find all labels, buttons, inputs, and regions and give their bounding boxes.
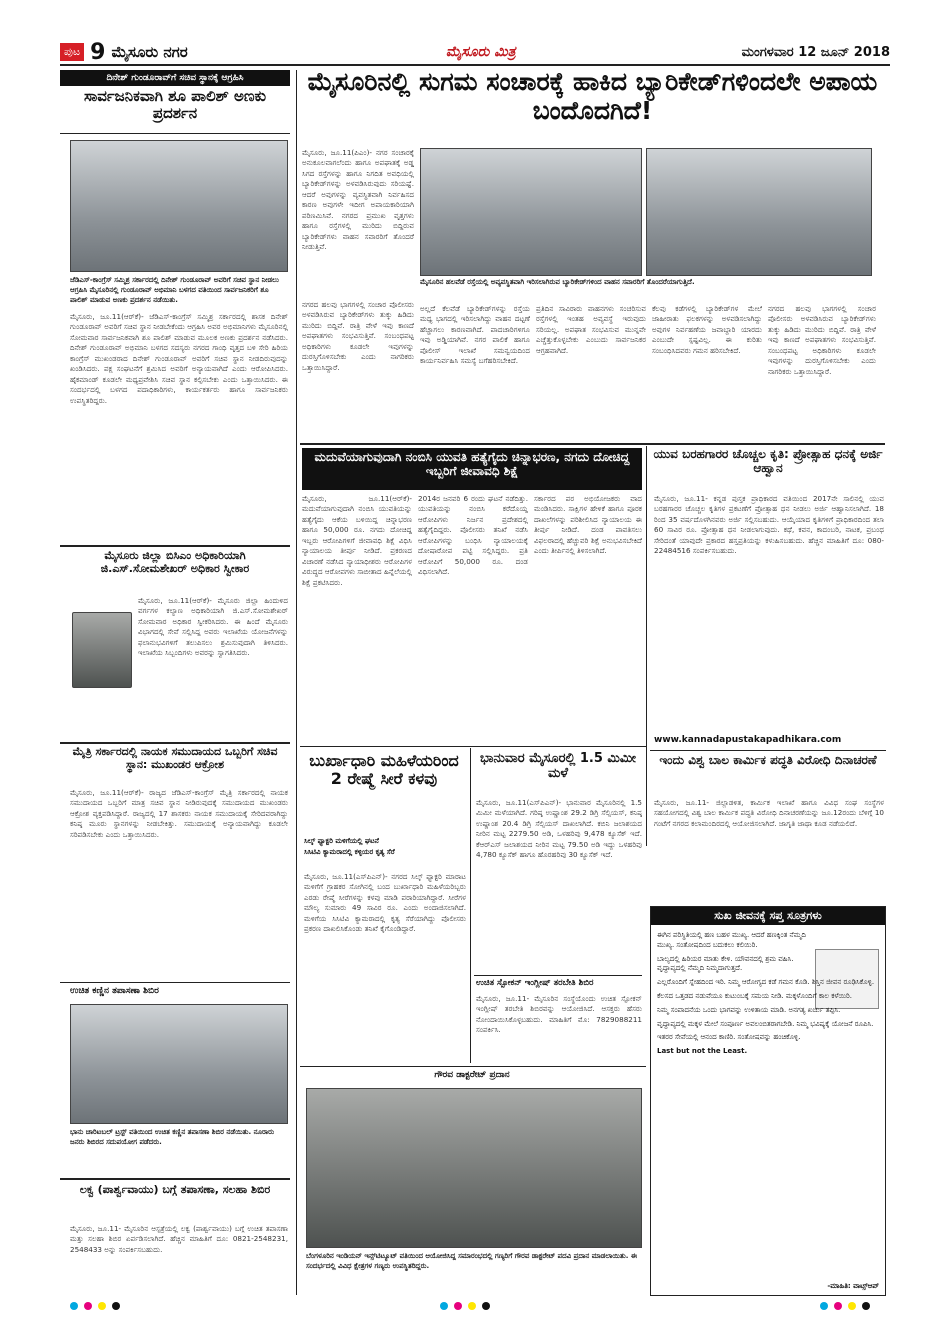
print-registration-marks	[820, 1302, 870, 1310]
issue-date: ಮಂಗಳವಾರ 12 ಜೂನ್ 2018	[741, 44, 890, 60]
official-portrait-photo	[72, 612, 132, 688]
event-caption: ಭಾನು ಚಾರಿಟಬಲ್ ಟ್ರಸ್ಟ್ ವತಿಯಿಂದ ಉಚಿತ ಕಣ್ಣಿನ ತಪಾಸಣಾ ಶಿಬಿರ ನಡೆಯಿತು. ನೂರಾರು ಜನರು ಶಿಬಿರದ ಸದುಪಯೋಗ ಪಡೆದರು.	[70, 1128, 275, 1146]
left-photo-caption: ಜೆಡಿಎಸ್-ಕಾಂಗ್ರೆಸ್ ಸಮ್ಮಿಶ್ರ ಸರ್ಕಾರದಲ್ಲಿ ದಿನೇಶ್ ಗುಂಡೂರಾವ್ ಅವರಿಗೆ ಸಚಿವ ಸ್ಥಾನ ನೀಡಲು ಆಗ್ರಹಿಸಿ ಮೈಸೂರಿನಲ್ಲಿ ಗುಂಡೂರಾವ್ ಅಭಿಮಾನಿ ಬಳಗದ ವತಿಯಿಂದ ಸಾರ್ವಜನಿಕರಿಗೆ ಶೂ ಪಾಲಿಶ್ ಮಾಡುವ ಅಣಕು ಪ್ರದರ್ಶನ ನಡೆಯಿತು.	[70, 276, 279, 304]
left-kicker: ದಿನೇಶ್ ಗುಂಡೂರಾವ್‌ಗೆ ಸಚಿವ ಸ್ಥಾನಕ್ಕೆ ಆಗ್ರಹಿಸಿ	[60, 70, 290, 86]
left-headline-3: ಮೈತ್ರಿ ಸರ್ಕಾರದಲ್ಲಿ ನಾಯಕ ಸಮುದಾಯದ ಒಬ್ಬರಿಗೆ ಸಚಿವ ಸ್ಥಾನ: ಮುಖಂಡರ ಆಕ್ರೋಶ	[72, 746, 278, 771]
tips-list	[651, 927, 885, 1267]
right-story-2: ಮೈಸೂರು, ಜೂ.11- ಜಿಲ್ಲಾಡಳಿತ, ಕಾರ್ಮಿಕ ಇಲಾಖೆ ಹಾಗೂ ವಿವಿಧ ಸಂಘ ಸಂಸ್ಥೆಗಳ ಸಹಯೋಗದಲ್ಲಿ ವಿಶ್ವ ಬಾಲ ಕಾರ್ಮಿಕ ಪದ್ಧತಿ ವಿರೋಧಿ ದಿನಾಚರಣೆಯನ್ನು ಜೂ.12ರಂದು ಬೆಳಿಗ್ಗೆ 10 ಗಂಟೆಗೆ ನಗರದ ಕಲಾಮಂದಿರದಲ್ಲಿ ಆಯೋಜಿಸಲಾಗಿದೆ. ಜಾಗೃತಿ ಜಾಥಾ ಕೂಡ ನಡೆಯಲಿದೆ.	[654, 798, 884, 828]
tips-box-title: ಸುಖ ಜೀವನಕ್ಕೆ ಸಪ್ತ ಸೂತ್ರಗಳು	[651, 907, 885, 925]
eye-camp-photo	[70, 1004, 288, 1124]
left-story-2: ಮೈಸೂರು, ಜೂ.11(ಆರ್‌ಕೆ)- ಮೈಸೂರು ಜಿಲ್ಲಾ ಹಿಂದುಳಿದ ವರ್ಗಗಳ ಕಲ್ಯಾಣ ಅಧಿಕಾರಿಯಾಗಿ ಜಿ.ಎಸ್.ಸೋಮಶೇಖರ್ ಸೋಮವಾರ ಅಧಿಕಾರ ಸ್ವೀಕರಿಸಿದರು. ಈ ಹಿಂದೆ ಮೈಸೂರು ವಿಭಾಗದಲ್ಲಿ ಸೇವೆ ಸಲ್ಲಿಸಿದ್ದ ಅವರು ಇಲಾಖೆಯ ಯೋಜನೆಗಳನ್ನು ಫಲಾನುಭವಿಗಳಿಗೆ ತಲುಪಿಸಲು ಶ್ರಮಿಸುವುದಾಗಿ ತಿಳಿಸಿದರು. ಇಲಾಖೆಯ ಸಿಬ್ಬಂದಿಗಳು ಅವರನ್ನು ಸ್ವಾಗತಿಸಿದರು.	[138, 596, 288, 658]
crime-headline: ಮದುವೆಯಾಗುವುದಾಗಿ ನಂಬಿಸಿ ಯುವತಿ ಹತ್ಯೆಗೈದು ಚಿನ್ನಾಭರಣ, ನಗದು ದೋಚಿದ್ದ ಇಬ್ಬರಿಗೆ ಜೀವಾವಧಿ ಶಿಕ್ಷೆ	[302, 448, 642, 490]
divider	[300, 443, 885, 445]
tip-item: ಕೆಲಸದ ಒತ್ತಡದ ನಡುವೆಯೂ ಕುಟುಂಬಕ್ಕೆ ಸಮಯ ನೀಡಿ. ಮಕ್ಕಳೊಂದಿಗೆ ಕಾಲ ಕಳೆಯಿರಿ.	[657, 991, 852, 1000]
lead-photo-caption: ಮೈಸೂರಿನ ಹಲವೆಡೆ ರಸ್ತೆಯಲ್ಲಿ ಅವ್ಯವಸ್ಥಿತವಾಗಿ ಇರಿಸಲಾಗಿರುವ ಬ್ಯಾರಿಕೇಡ್‌ಗಳಿಂದ ವಾಹನ ಸವಾರರಿಗೆ ತೊಂದರೆಯಾಗುತ್ತಿದೆ.	[420, 278, 695, 286]
crime-col-3: ಸರ್ಕಾರದ ಪರ ಅಭಿಯೋಜಕರು ವಾದ ಮಂಡಿಸಿದರು. ಸಾಕ್ಷಿಗಳ ಹೇಳಿಕೆ ಹಾಗೂ ಪೂರಕ ದಾಖಲೆಗಳನ್ನು ಪರಿಶೀಲಿಸಿದ ನ್ಯಾಯಾಲಯ ಈ ತೀರ್ಪು ನೀಡಿದೆ. ದಂಡ ಪಾವತಿಸಲು ವಿಫಲರಾದಲ್ಲಿ ಹೆಚ್ಚುವರಿ ಶಿಕ್ಷೆ ಅನುಭವಿಸಬೇಕಿದೆ ಎಂದು ತೀರ್ಪಿನಲ್ಲಿ ತಿಳಿಸಲಾಗಿದೆ.	[534, 494, 642, 556]
divider	[300, 746, 646, 747]
right-headline: ಯುವ ಬರಹಗಾರರ ಚೊಚ್ಚಲ ಕೃತಿ: ಪ್ರೋತ್ಸಾಹ ಧನಕ್ಕೆ ಅರ್ಜಿ ಆಹ್ವಾನ	[653, 448, 883, 475]
lead-headline: ಮೈಸೂರಿನಲ್ಲಿ ಸುಗಮ ಸಂಚಾರಕ್ಕೆ ಹಾಕಿದ ಬ್ಯಾರಿಕೇಡ್‌ಗಳಿಂದಲೇ ಅಪಾಯ ಬಂದೊದಗಿದೆ!	[307, 68, 878, 125]
website-url: www.kannadapustakapadhikara.com	[654, 735, 842, 745]
lead-col-5: ನಗರದ ಹಲವು ಭಾಗಗಳಲ್ಲಿ ಸಂಚಾರ ಪೊಲೀಸರು ಅಳವಡಿಸಿರುವ ಬ್ಯಾರಿಕೇಡ್‌ಗಳು ತುಕ್ಕು ಹಿಡಿದು ಮುರಿದು ಬಿದ್ದಿವೆ. ರಾತ್ರಿ ವೇಳೆ ಇವು ಕಾಣದೆ ಅಪಘಾತಗಳು ಸಂಭವಿಸುತ್ತಿವೆ. ಸಂಬಂಧಪಟ್ಟ ಅಧಿಕಾರಿಗಳು ಕೂಡಲೇ ಇವುಗಳನ್ನು ದುರಸ್ತಿಗೊಳಿಸಬೇಕು ಎಂದು ನಾಗರಿಕರು ಒತ್ತಾಯಿಸಿದ್ದಾರೆ.	[768, 304, 876, 376]
shoe-polish-protest-photo	[70, 140, 288, 272]
section-name: ಮೈಸೂರು ನಗರ	[111, 43, 188, 61]
left-headline: ಸಾರ್ವಜನಿಕವಾಗಿ ಶೂ ಪಾಲಿಶ್ ಅಣಕು ಪ್ರದರ್ಶನ	[60, 88, 290, 134]
lead-col-1: ಮೈಸೂರು, ಜೂ.11(ಪಿಎಂ)- ನಗರ ಸಂಚಾರಕ್ಕೆ ಅನುಕೂಲವಾಗಲೆಂದು ಹಾಗೂ ಅಪಘಾತಕ್ಕೆ ಅಡ್ಡ ಸಿಗದ ರಸ್ತೆಗಳನ್ನು ಹಾಗೂ ನಿಗದಿತ ಅವಧಿಯಲ್ಲಿ ಬ್ಯಾರಿಕೇಡ್‌ಗಳನ್ನು ಅಳವಡಿಸಿರುವುದು ಸರಿಯಷ್ಟೆ. ಆದರೆ ಅವುಗಳನ್ನು ವ್ಯವಸ್ಥಿತವಾಗಿ ನಿರ್ವಹಿಸದ ಕಾರಣ ಅವುಗಳೇ ಇದೀಗ ಅಪಾಯಕಾರಿಯಾಗಿ ಪರಿಣಮಿಸಿವೆ. ನಗರದ ಪ್ರಮುಖ ವೃತ್ತಗಳು ಹಾಗೂ ರಸ್ತೆಗಳಲ್ಲಿ ಮುರಿದು ಬಿದ್ದಿರುವ ಬ್ಯಾರಿಕೇಡ್‌ಗಳು ವಾಹನ ಸವಾರರಿಗೆ ತೊಂದರೆ ನೀಡುತ್ತಿವೆ.	[302, 148, 414, 251]
tip-item: ನಿಮ್ಮ ಸಂಪಾದನೆಯ ಒಂದು ಭಾಗವನ್ನು ಉಳಿತಾಯ ಮಾಡಿ. ಅನಗತ್ಯ ಖರ್ಚು ತಪ್ಪಿಸಿ.	[657, 1005, 841, 1014]
rain-headline-2: ಉಚಿತ ಸ್ಪೋಕನ್ ಇಂಗ್ಲೀಷ್ ತರಬೇತಿ ಶಿಬಿರ	[476, 978, 594, 988]
lead-col-3: ಪ್ರತಿದಿನ ಸಾವಿರಾರು ವಾಹನಗಳು ಸಂಚರಿಸುವ ರಸ್ತೆಗಳಲ್ಲಿ ಇಂತಹ ಅವ್ಯವಸ್ಥೆ ಇರುವುದು ಸರಿಯಲ್ಲ. ಅಪಘಾತ ಸಂಭವಿಸುವ ಮುನ್ನವೇ ಎಚ್ಚೆತ್ತುಕೊಳ್ಳಬೇಕು ಎಂಬುದು ಸಾರ್ವಜನಿಕರ ಆಗ್ರಹವಾಗಿದೆ.	[536, 304, 646, 355]
left-story-1: ಮೈಸೂರು, ಜೂ.11(ಆರ್‌ಕೆ)- ಜೆಡಿಎಸ್-ಕಾಂಗ್ರೆಸ್ ಸಮ್ಮಿಶ್ರ ಸರ್ಕಾರದಲ್ಲಿ ಶಾಸಕ ದಿನೇಶ್ ಗುಂಡೂರಾವ್ ಅವರಿಗೆ ಸಚಿವ ಸ್ಥಾನ ನೀಡಬೇಕೆಂದು ಆಗ್ರಹಿಸಿ ಅವರ ಅಭಿಮಾನಿಗಳು ಮೈಸೂರಿನಲ್ಲಿ ಸೋಮವಾರ ಸಾರ್ವಜನಿಕವಾಗಿ ಶೂ ಪಾಲಿಶ್ ಮಾಡುವ ಮೂಲಕ ಅಣಕು ಪ್ರದರ್ಶನ ನಡೆಸಿದರು. ದಿನೇಶ್ ಗುಂಡೂರಾವ್ ಅಭಿಮಾನಿ ಬಳಗದ ಸದಸ್ಯರು ನಗರದ ಗಾಂಧಿ ವೃತ್ತದ ಬಳಿ ಸೇರಿ ಹಿರಿಯ ಕಾಂಗ್ರೆಸ್ ಮುಖಂಡರಾದ ದಿನೇಶ್ ಗುಂಡೂರಾವ್ ಅವರಿಗೆ ಸಚಿವ ಸ್ಥಾನ ನೀಡದಿರುವುದನ್ನು ಖಂಡಿಸಿದರು. ಪಕ್ಷ ಸಂಘಟನೆಗೆ ಶ್ರಮಿಸಿದ ಅವರಿಗೆ ಅನ್ಯಾಯವಾಗಿದೆ ಎಂದು ಆರೋಪಿಸಿದರು. ಹೈಕಮಾಂಡ್ ಕೂಡಲೇ ಮಧ್ಯಪ್ರವೇಶಿಸಿ ಸಚಿವ ಸ್ಥಾನ ಕಲ್ಪಿಸಬೇಕು ಎಂದು ಒತ್ತಾಯಿಸಿದರು. ಈ ಸಂದರ್ಭದಲ್ಲಿ ಬಳಗದ ಪದಾಧಿಕಾರಿಗಳು, ಕಾರ್ಯಕರ್ತರು ಹಾಗೂ ಸಾರ್ವಜನಿಕರು ಉಪಸ್ಥಿತರಿದ್ದರು.	[70, 312, 288, 405]
left-headline-4: ಲಕ್ವ (ಪಾರ್ಶ್ವವಾಯು) ಬಗ್ಗೆ ತಪಾಸಣಾ, ಸಲಹಾ ಶಿಬಿರ	[79, 1184, 271, 1196]
divider	[60, 982, 290, 983]
event-title: ಉಚಿತ ಕಣ್ಣಿನ ತಪಾಸಣಾ ಶಿಬಿರ	[70, 986, 159, 996]
divider	[474, 975, 642, 976]
print-registration-marks	[70, 1302, 120, 1310]
tip-item: ಎಲ್ಲರೊಂದಿಗೆ ಸ್ನೇಹದಿಂದ ಇರಿ. ನಿಮ್ಮ ಆರೋಗ್ಯದ ಕಡೆ ಗಮನ ಕೊಡಿ. ಶಿಸ್ತಿನ ಜೀವನ ರೂಢಿಸಿಕೊಳ್ಳಿ.	[657, 978, 875, 987]
theft-headline: ಬುರ್ಖಾಧಾರಿ ಮಹಿಳೆಯರಿಂದ 2 ರೇಷ್ಮೆ ಸೀರೆ ಕಳವು	[309, 752, 459, 789]
page-badge: ಪುಟ	[60, 43, 84, 61]
divider	[300, 1066, 646, 1067]
theft-story: ಮೈಸೂರು, ಜೂ.11(ಎಸ್‌ಪಿಎನ್)- ನಗರದ ಸಿಲ್ಕ್ ಫ್ಯಾಕ್ಟರಿ ಮಾರಾಟ ಮಳಿಗೆಗೆ ಗ್ರಾಹಕರ ಸೋಗಿನಲ್ಲಿ ಬಂದ ಬುರ್ಖಾಧಾರಿ ಮಹಿಳೆಯರಿಬ್ಬರು ಎರಡು ರೇಷ್ಮೆ ಸೀರೆಗಳನ್ನು ಕಳವು ಮಾಡಿ ಪರಾರಿಯಾಗಿದ್ದಾರೆ. ಸೀರೆಗಳ ಮೌಲ್ಯ ಸುಮಾರು 49 ಸಾವಿರ ರೂ. ಎಂದು ಅಂದಾಜಿಸಲಾಗಿದೆ. ಮಳಿಗೆಯ ಸಿಸಿಟಿವಿ ಕ್ಯಾಮರಾದಲ್ಲಿ ಕೃತ್ಯ ಸೆರೆಯಾಗಿದ್ದು ಪೊಲೀಸರು ಪ್ರಕರಣ ದಾಖಲಿಸಿಕೊಂಡು ತನಿಖೆ ಕೈಗೊಂಡಿದ್ದಾರೆ.	[304, 872, 466, 934]
tip-item: ಈಗಿನ ಪರಿಸ್ಥಿತಿಯಲ್ಲಿ ಹಣ ಬಹಳ ಮುಖ್ಯ. ಆದರೆ ಹಣಕ್ಕಿಂತ ನೆಮ್ಮದಿ ಮುಖ್ಯ. ಸಂತೋಷದಿಂದ ಬದುಕಲು ಕಲಿಯಿರಿ.	[657, 931, 806, 949]
divider	[650, 750, 886, 751]
honor-caption: ಬೆಂಗಳೂರಿನ ಇಂಡಿಯನ್ ಇನ್ಸ್‌ಟಿಟ್ಯೂಟ್ ವತಿಯಿಂದ ಆಯೋಜಿಸಿದ್ದ ಸಮಾರಂಭದಲ್ಲಿ ಗಣ್ಯರಿಗೆ ಗೌರವ ಡಾಕ್ಟರೇಟ್ ಪದವಿ ಪ್ರದಾನ ಮಾಡಲಾಯಿತು. ಈ ಸಂದರ್ಭದಲ್ಲಿ ವಿವಿಧ ಕ್ಷೇತ್ರಗಳ ಗಣ್ಯರು ಉಪಸ್ಥಿತರಿದ್ದರು.	[306, 1252, 637, 1270]
print-registration-marks	[440, 1302, 490, 1310]
left-story-4: ಮೈಸೂರು, ಜೂ.11- ಮೈಸೂರಿನ ಆಸ್ಪತ್ರೆಯಲ್ಲಿ ಲಕ್ವ (ಪಾರ್ಶ್ವವಾಯು) ಬಗ್ಗೆ ಉಚಿತ ತಪಾಸಣಾ ಮತ್ತು ಸಲಹಾ ಶಿಬಿರ ಏರ್ಪಡಿಸಲಾಗಿದೆ. ಹೆಚ್ಚಿನ ಮಾಹಿತಿಗೆ ದೂ: 0821-2548231, 2548433 ಅನ್ನು ಸಂಪರ್ಕಿಸಬಹುದು.	[70, 1224, 288, 1254]
doctorate-ceremony-photo	[306, 1088, 642, 1248]
theft-bullet-2: ಸಿಸಿಟಿವಿ ಕ್ಯಾಮರಾದಲ್ಲಿ ಕಳ್ಳಿಯರ ಕೃತ್ಯ ಸೆರೆ	[304, 848, 395, 857]
left-headline-2: ಮೈಸೂರು ಜಿಲ್ಲಾ ಬಿಸಿಎಂ ಅಧಿಕಾರಿಯಾಗಿ ಜಿ.ಎಸ್.ಸೋಮಶೇಖರ್ ಅಧಿಕಾರ ಸ್ವೀಕಾರ	[100, 550, 250, 575]
rain-story: ಮೈಸೂರು, ಜೂ.11(ಎಸ್‌ಪಿಎನ್)- ಭಾನುವಾರ ಮೈಸೂರಿನಲ್ಲಿ 1.5 ಮಿಮೀ ಮಳೆಯಾಗಿದೆ. ಗರಿಷ್ಠ ಉಷ್ಣಾಂಶ 29.2 ಡಿಗ್ರಿ ಸೆಲ್ಸಿಯಸ್, ಕನಿಷ್ಠ ಉಷ್ಣಾಂಶ 20.4 ಡಿಗ್ರಿ ಸೆಲ್ಸಿಯಸ್ ದಾಖಲಾಗಿದೆ. ಕಬಿನಿ ಜಲಾಶಯದ ನೀರಿನ ಮಟ್ಟ 2279.50 ಅಡಿ, ಒಳಹರಿವು 9,478 ಕ್ಯೂಸೆಕ್ ಇದೆ. ಕೆಆರ್‌ಎಸ್ ಜಲಾಶಯದ ನೀರಿನ ಮಟ್ಟ 79.50 ಅಡಿ ಇದ್ದು ಒಳಹರಿವು 4,780 ಕ್ಯೂಸೆಕ್ ಹಾಗೂ ಹೊರಹರಿವು 30 ಕ್ಯೂಸೆಕ್ ಇದೆ.	[476, 798, 642, 860]
page-number: 9	[90, 39, 106, 65]
lead-col-1b: ನಗರದ ಹಲವು ಭಾಗಗಳಲ್ಲಿ ಸಂಚಾರ ಪೊಲೀಸರು ಅಳವಡಿಸಿರುವ ಬ್ಯಾರಿಕೇಡ್‌ಗಳು ತುಕ್ಕು ಹಿಡಿದು ಮುರಿದು ಬಿದ್ದಿವೆ. ರಾತ್ರಿ ವೇಳೆ ಇವು ಕಾಣದೆ ಅಪಘಾತಗಳು ಸಂಭವಿಸುತ್ತಿವೆ. ಸಂಬಂಧಪಟ್ಟ ಅಧಿಕಾರಿಗಳು ಕೂಡಲೇ ಇವುಗಳನ್ನು ದುರಸ್ತಿಗೊಳಿಸಬೇಕು ಎಂದು ನಾಗರಿಕರು ಒತ್ತಾಯಿಸಿದ್ದಾರೆ.	[302, 300, 414, 372]
lead-col-4: ಕೆಲವು ಕಡೆಗಳಲ್ಲಿ ಬ್ಯಾರಿಕೇಡ್‌ಗಳ ಮೇಲೆ ಜಾಹೀರಾತು ಫಲಕಗಳನ್ನು ಅಳವಡಿಸಲಾಗಿದ್ದು ಅವುಗಳ ನಿರ್ವಹಣೆಯ ಜವಾಬ್ದಾರಿ ಯಾರದು ಎಂಬುದೇ ಸ್ಪಷ್ಟವಿಲ್ಲ. ಈ ಕುರಿತು ಸಂಬಂಧಿಸಿದವರು ಗಮನ ಹರಿಸಬೇಕಿದೆ.	[652, 304, 762, 355]
theft-bullet-1: ಸಿಲ್ಕ್ ಫ್ಯಾಕ್ಟರಿ ಮಳಿಗೆಯಲ್ಲಿ ಘಟನೆ	[304, 837, 379, 845]
tip-item: ಬಾಲ್ಯದಲ್ಲಿ ಹಿರಿಯರ ಮಾತು ಕೇಳಿ. ಯೌವನದಲ್ಲಿ ಶ್ರಮ ವಹಿಸಿ. ವೃದ್ಧಾಪ್ಯದಲ್ಲಿ ನೆಮ್ಮದಿ ನಿಮ್ಮದಾಗುತ್ತದೆ.	[657, 954, 794, 973]
masthead	[60, 40, 890, 66]
barricade-photo-2	[646, 148, 872, 276]
rain-headline: ಭಾನುವಾರ ಮೈಸೂರಲ್ಲಿ 1.5 ಮಿಮೀ ಮಳೆ	[480, 752, 636, 781]
theft-bullets	[304, 836, 466, 866]
right-story: ಮೈಸೂರು, ಜೂ.11- ಕನ್ನಡ ಪುಸ್ತಕ ಪ್ರಾಧಿಕಾರದ ವತಿಯಿಂದ 2017ನೇ ಸಾಲಿನಲ್ಲಿ ಯುವ ಬರಹಗಾರರ ಚೊಚ್ಚಲ ಕೃತಿಗಳ ಪ್ರಕಟಣೆಗೆ ಪ್ರೋತ್ಸಾಹ ಧನ ನೀಡಲು ಅರ್ಜಿ ಆಹ್ವಾನಿಸಲಾಗಿದೆ. 18 ರಿಂದ 35 ವರ್ಷದೊಳಗಿನವರು ಅರ್ಜಿ ಸಲ್ಲಿಸಬಹುದು. ಆಯ್ಕೆಯಾದ ಕೃತಿಗಳಿಗೆ ಪ್ರಾಧಿಕಾರದಿಂದ ತಲಾ 60 ಸಾವಿರ ರೂ. ಪ್ರೋತ್ಸಾಹ ಧನ ನೀಡಲಾಗುವುದು. ಕಥೆ, ಕವನ, ಕಾದಂಬರಿ, ನಾಟಕ, ಪ್ರಬಂಧ ಸೇರಿದಂತೆ ಯಾವುದೇ ಪ್ರಕಾರದ ಹಸ್ತಪ್ರತಿಯನ್ನು ಕಳುಹಿಸಬಹುದು. ಹೆಚ್ಚಿನ ಮಾಹಿತಿಗೆ ದೂ: 080-22484516 ಸಂಪರ್ಕಿಸಬಹುದು.	[654, 494, 884, 556]
crime-col-1: ಮೈಸೂರು, ಜೂ.11(ಆರ್‌ಕೆ)- ಮದುವೆಯಾಗುವುದಾಗಿ ನಂಬಿಸಿ ಯುವತಿಯನ್ನು ಹತ್ಯೆಗೈದು ಆಕೆಯ ಬಳಿಯಿದ್ದ ಚಿನ್ನಾಭರಣ ಹಾಗೂ 50,000 ರೂ. ನಗದು ದೋಚಿದ್ದ ಇಬ್ಬರು ಆರೋಪಿಗಳಿಗೆ ಜೀವಾವಧಿ ಶಿಕ್ಷೆ ವಿಧಿಸಿ ನ್ಯಾಯಾಲಯ ತೀರ್ಪು ನೀಡಿದೆ. ಪ್ರಕರಣದ ವಿಚಾರಣೆ ನಡೆಸಿದ ನ್ಯಾಯಾಧೀಶರು ಆರೋಪಿಗಳ ವಿರುದ್ಧದ ಆರೋಪಗಳು ಸಾಬೀತಾದ ಹಿನ್ನೆಲೆಯಲ್ಲಿ ಶಿಕ್ಷೆ ಪ್ರಕಟಿಸಿದರು.	[302, 494, 412, 587]
lead-col-2: ಅಲ್ಲದೆ ಕೆಲವೆಡೆ ಬ್ಯಾರಿಕೇಡ್‌ಗಳನ್ನು ರಸ್ತೆಯ ಮಧ್ಯ ಭಾಗದಲ್ಲಿ ಇರಿಸಲಾಗಿದ್ದು ವಾಹನ ದಟ್ಟಣೆ ಹೆಚ್ಚಾಗಲು ಕಾರಣವಾಗಿದೆ. ಪಾದಚಾರಿಗಳಿಗೂ ಇವು ಅಡ್ಡಿಯಾಗಿವೆ. ನಗರ ಪಾಲಿಕೆ ಹಾಗೂ ಪೊಲೀಸ್ ಇಲಾಖೆ ಸಮನ್ವಯದಿಂದ ಕಾರ್ಯನಿರ್ವಹಿಸಿ ಸಮಸ್ಯೆ ಬಗೆಹರಿಸಬೇಕಿದೆ.	[420, 304, 530, 366]
column-rule	[646, 446, 647, 846]
column-rule	[470, 748, 471, 1063]
left-story-3: ಮೈಸೂರು, ಜೂ.11(ಆರ್‌ಕೆ)- ರಾಜ್ಯದ ಜೆಡಿಎಸ್-ಕಾಂಗ್ರೆಸ್ ಮೈತ್ರಿ ಸರ್ಕಾರದಲ್ಲಿ ನಾಯಕ ಸಮುದಾಯದ ಒಬ್ಬರಿಗೆ ಮಾತ್ರ ಸಚಿವ ಸ್ಥಾನ ನೀಡಿರುವುದಕ್ಕೆ ಸಮುದಾಯದ ಮುಖಂಡರು ಆಕ್ರೋಶ ವ್ಯಕ್ತಪಡಿಸಿದ್ದಾರೆ. ರಾಜ್ಯದಲ್ಲಿ 17 ಶಾಸಕರು ನಾಯಕ ಸಮುದಾಯಕ್ಕೆ ಸೇರಿದವರಾಗಿದ್ದು ಕನಿಷ್ಠ ಮೂರು ಸ್ಥಾನಗಳನ್ನು ನೀಡಬೇಕಿತ್ತು. ಸಮುದಾಯಕ್ಕೆ ಅನ್ಯಾಯವಾಗಿದ್ದು ಕೂಡಲೇ ಸರಿಪಡಿಸಬೇಕು ಎಂದು ಒತ್ತಾಯಿಸಿದರು.	[70, 788, 288, 839]
newspaper-logo: ಮೈಸೂರು ಮಿತ್ರ	[445, 44, 516, 60]
right-headline-2: ಇಂದು ವಿಶ್ವ ಬಾಲ ಕಾರ್ಮಿಕ ಪದ್ಧತಿ ವಿರೋಧಿ ದಿನಾಚರಣೆ	[659, 754, 877, 767]
divider	[60, 1178, 290, 1180]
honor-title: ಗೌರವ ಡಾಕ್ಟರೇಟ್ ಪ್ರದಾನ	[434, 1070, 510, 1080]
tip-item: ವೃದ್ಧಾಪ್ಯದಲ್ಲಿ ಮಕ್ಕಳ ಮೇಲೆ ಸಂಪೂರ್ಣ ಅವಲಂಬಿತರಾಗಬೇಡಿ. ನಿಮ್ಮ ಭವಿಷ್ಯಕ್ಕೆ ಯೋಜನೆ ರೂಪಿಸಿ.	[657, 1019, 874, 1028]
divider	[60, 545, 290, 547]
tip-item: ಇತರರ ಸೇವೆಯಲ್ಲಿ ಆನಂದ ಕಾಣಿರಿ. ಸಂತೋಷವನ್ನು ಹಂಚಿಕೊಳ್ಳಿ.	[657, 1033, 801, 1042]
tips-box	[650, 906, 886, 1296]
crime-col-2: 2014ರ ಜನವರಿ 6 ರಂದು ಘಟನೆ ನಡೆದಿತ್ತು. ಯುವತಿಯನ್ನು ನಂಬಿಸಿ ಕರೆದೊಯ್ದ ಆರೋಪಿಗಳು ನಿರ್ಜನ ಪ್ರದೇಶದಲ್ಲಿ ಹತ್ಯೆಗೈದಿದ್ದರು. ಪೊಲೀಸರು ತನಿಖೆ ನಡೆಸಿ ಆರೋಪಿಗಳನ್ನು ಬಂಧಿಸಿ ನ್ಯಾಯಾಲಯಕ್ಕೆ ದೋಷಾರೋಪ ಪಟ್ಟಿ ಸಲ್ಲಿಸಿದ್ದರು. ಪ್ರತಿ ಆರೋಪಿಗೆ 50,000 ರೂ. ದಂಡ ವಿಧಿಸಲಾಗಿದೆ.	[418, 494, 528, 577]
barricade-photo-1	[420, 148, 642, 276]
column-rule	[296, 70, 297, 1295]
rain-story-2: ಮೈಸೂರು, ಜೂ.11- ಮೈಸೂರಿನ ಸಂಸ್ಥೆಯೊಂದು ಉಚಿತ ಸ್ಪೋಕನ್ ಇಂಗ್ಲೀಷ್ ತರಬೇತಿ ಶಿಬಿರವನ್ನು ಆಯೋಜಿಸಿದೆ. ಆಸಕ್ತರು ಹೆಸರು ನೋಂದಾಯಿಸಿಕೊಳ್ಳಬಹುದು. ಮಾಹಿತಿಗೆ ಮೊ: 7829088211 ಸಂಪರ್ಕಿಸಿ.	[476, 994, 642, 1035]
tips-credit: -ಮಾಹಿತಿ: ವಾಟ್ಸ್‌ಆಪ್	[827, 1282, 879, 1290]
divider	[60, 742, 290, 744]
tips-footer: Last but not the Least.	[657, 1047, 748, 1056]
